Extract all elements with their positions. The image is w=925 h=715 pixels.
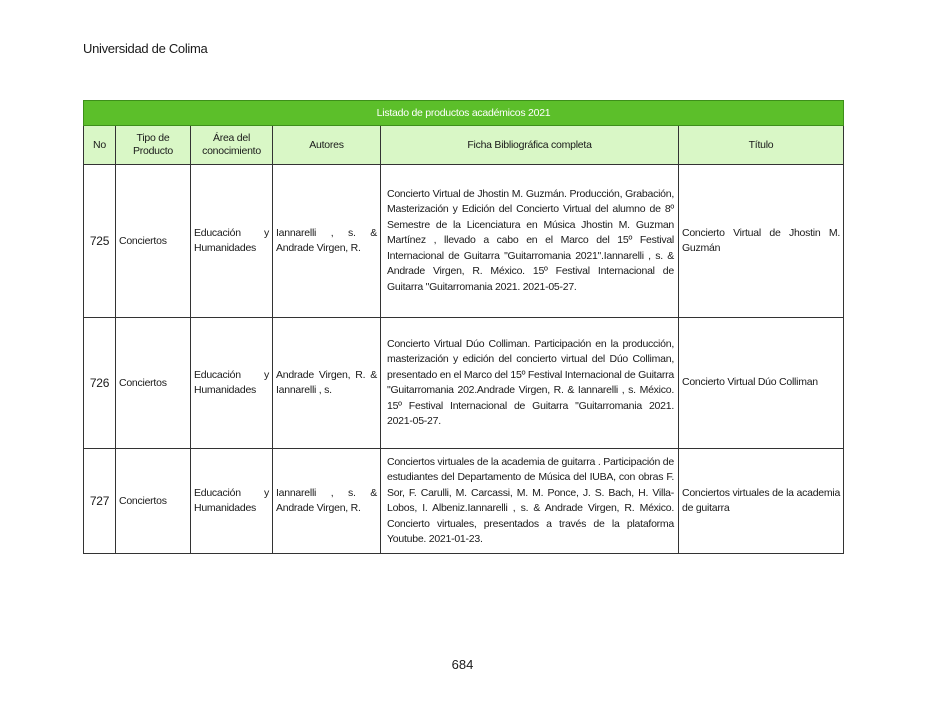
- table-row: [84, 318, 844, 449]
- table-row: [84, 449, 844, 554]
- page-number: 684: [451, 657, 474, 672]
- col-header-titulo: Título: [679, 126, 844, 165]
- table-row: [84, 165, 844, 318]
- cell-no: 725: [84, 165, 116, 318]
- col-header-ficha: Ficha Bibliográfica completa: [381, 126, 679, 165]
- col-header-tipo: Tipo de Producto: [116, 126, 191, 165]
- cell-titulo: Concierto Virtual Dúo Colliman: [679, 318, 844, 449]
- cell-ficha: Concierto Virtual de Jhostin M. Guzmán. Producción, Grabación, Masterización y Edición del Concierto Virtual del alumno de 8º Semestre de la Licenciatura en Música Jhostin M. Guzman Martínez , llevado a cabo en el Marco del 15º Festival Internacional de Guitarra "Guitarromania 2021".Iannarelli , s. & Andrade Virgen, R. México. 15º Festival Internacional de Guitarra "Guitarromania 2021. 2021-05-27.: [381, 165, 679, 318]
- cell-area: Educación y Humanidades: [191, 318, 273, 449]
- cell-titulo: Conciertos virtuales de la academia de guitarra: [679, 449, 844, 554]
- cell-tipo: Conciertos: [116, 165, 191, 318]
- cell-ficha: Conciertos virtuales de la academia de guitarra . Participación de estudiantes del Departamento de Música del IUBA, con obras F. Sor, F. Carulli, M. Carcassi, M. M. Ponce, J. S. Bach, H. Villa-Lobos, I. Albeniz.Iannarelli , s. & Andrade Virgen, R. México. Concierto virtuales, presentados a través de la plataforma Youtube. 2021-01-23.: [381, 449, 679, 554]
- products-table: [83, 100, 844, 554]
- cell-autores: Andrade Virgen, R. & Iannarelli , s.: [273, 318, 381, 449]
- col-header-no: No: [84, 126, 116, 165]
- cell-titulo: Concierto Virtual de Jhostin M. Guzmán: [679, 165, 844, 318]
- cell-area: Educación y Humanidades: [191, 449, 273, 554]
- cell-area: Educación y Humanidades: [191, 165, 273, 318]
- cell-autores: Iannarelli , s. & Andrade Virgen, R.: [273, 449, 381, 554]
- table-header-row: [84, 126, 844, 165]
- col-header-autores: Autores: [273, 126, 381, 165]
- cell-ficha: Concierto Virtual Dúo Colliman. Participación en la producción, masterización y edición del concierto virtual del Dúo Colliman, presentado en el Marco del 15º Festival Internacional de Guitarra "Guitarromania 202.Andrade Virgen, R. & Iannarelli , s. México. 15º Festival Internacional de Guitarra "Guitarromania 2021. 2021-05-27.: [381, 318, 679, 449]
- cell-tipo: Conciertos: [116, 449, 191, 554]
- table-title: Listado de productos académicos 2021: [84, 101, 844, 126]
- col-header-area: Área del conocimiento: [191, 126, 273, 165]
- table-title-row: [84, 101, 844, 126]
- cell-no: 726: [84, 318, 116, 449]
- institution-header: Universidad de Colima: [83, 41, 208, 56]
- cell-autores: Iannarelli , s. & Andrade Virgen, R.: [273, 165, 381, 318]
- cell-tipo: Conciertos: [116, 318, 191, 449]
- cell-no: 727: [84, 449, 116, 554]
